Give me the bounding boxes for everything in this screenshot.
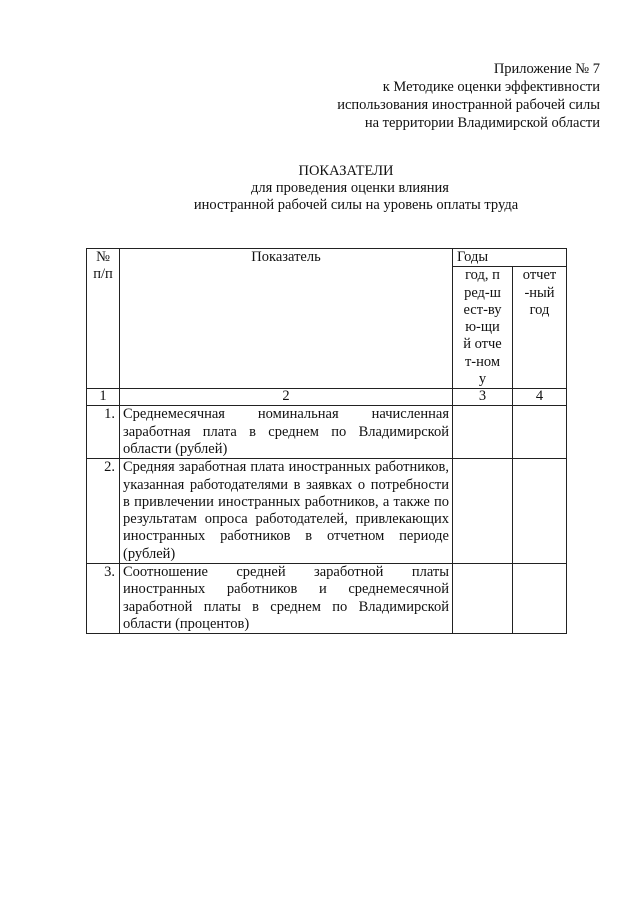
table-row [87,406,567,459]
row-report-value [513,564,567,634]
row-prev-value [453,459,513,564]
title-subtitle-1: для проведения оценки влияния [251,180,449,196]
col-number-1: 1 [87,389,120,406]
col-number-3: 3 [453,389,513,406]
document-title [0,163,640,214]
row-indicator: Соотношение средней заработной платы иностранных работников и среднемесячной заработной платы в среднем по Владимирской области (процентов) [120,564,453,634]
row-report-value [513,459,567,564]
appendix-line-region: на территории Владимирской области [364,115,600,131]
row-prev-value [453,564,513,634]
col-number-4: 4 [513,389,567,406]
header-prev-year: год, пред-шест-вую-щий отчет-ному [453,267,513,389]
table-row [87,564,567,634]
header-years: Годы [453,249,567,267]
row-prev-value [453,406,513,459]
appendix-line-methodology: к Методике оценки эффективности [382,79,600,95]
header-report-year: отчет-ный год [513,267,567,389]
header-num: № п/п [87,249,120,389]
appendix-number: Приложение № 7 [493,61,600,77]
row-number: 1. [87,406,120,459]
row-number: 3. [87,564,120,634]
title-heading: ПОКАЗАТЕЛИ [298,163,394,179]
indicators-table [86,248,567,634]
title-subtitle-2: иностранной рабочей силы на уровень оплаты труда [193,197,519,213]
appendix-line-usage: использования иностранной рабочей силы [337,97,600,113]
row-number: 2. [87,459,120,564]
table-row [87,459,567,564]
row-indicator: Среднемесячная номинальная начисленная заработная плата в среднем по Владимирской области (рублей) [120,406,453,459]
appendix-note [330,60,600,132]
header-indicator: Показатель [120,249,453,389]
col-number-2: 2 [120,389,453,406]
row-indicator: Средняя заработная плата иностранных работников, указанная работодателями в заявках о потребности в привлечении иностранных работников, а также по результатам опроса работодателей, привлекающих иностранных работников в отчетном периоде (рублей) [120,459,453,564]
row-report-value [513,406,567,459]
